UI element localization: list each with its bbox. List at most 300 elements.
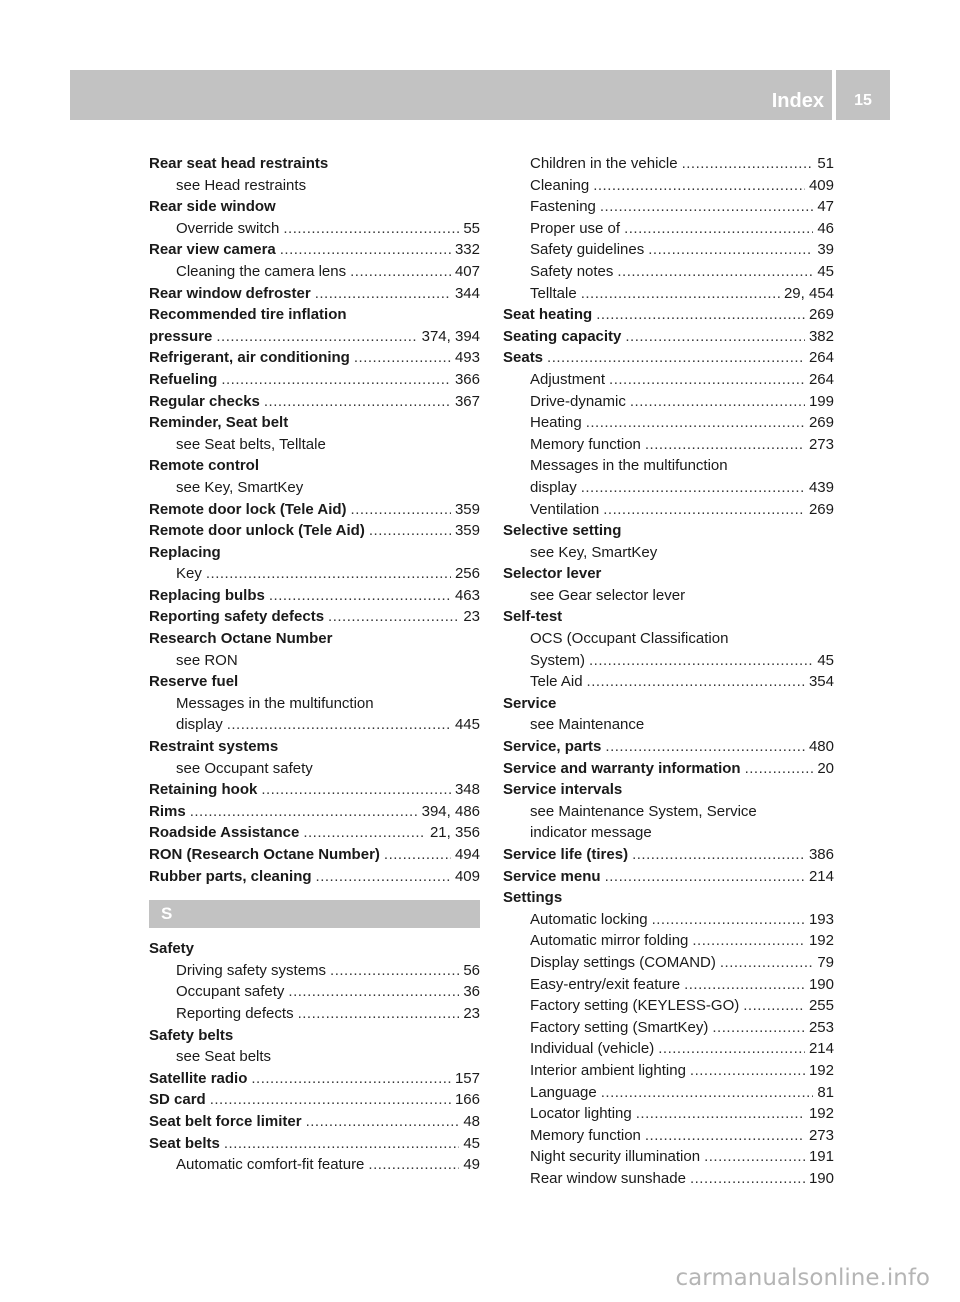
page-reference: 253 [808,1018,834,1036]
entry-text: Service, parts [503,738,602,756]
dot-leader [652,909,805,931]
entry-text: SD card [149,1091,206,1109]
page-reference: 494 [454,846,480,863]
entry-text: Rear side window [149,198,276,216]
entry-text: Rims [149,802,186,820]
index-subentry [503,1168,834,1190]
page-reference: 354 [808,673,834,691]
dot-leader [330,960,459,982]
entry-text: Rear window sunshade [530,1169,686,1187]
index-subentry [149,714,480,736]
page-reference: 193 [808,910,834,928]
dot-leader [630,391,805,413]
page-reference: 256 [454,565,480,583]
dot-leader [624,218,813,240]
index-subentry [503,261,834,283]
page-reference: 269 [808,414,834,432]
index-entry [149,1068,480,1090]
entry-text: Safety notes [530,262,614,280]
entry-text: RON (Research Octane Number) [149,846,380,863]
page-reference: 374, 394 [421,327,480,345]
entry-text: Memory function [530,435,641,453]
page-reference: 45 [817,651,834,669]
entry-text: Adjustment [530,370,606,388]
dot-leader [581,477,805,499]
entry-text: Service life (tires) [503,846,629,863]
dot-leader [354,347,451,369]
page-reference: 39 [817,241,834,259]
entry-text: Self-test [503,608,563,626]
dot-leader [596,304,805,326]
dot-leader [601,1082,814,1104]
page-reference: 36 [463,983,480,1001]
page-header [70,70,890,120]
entry-text: see Key, SmartKey [530,543,658,561]
entry-text: Research Octane Number [149,630,333,648]
dot-leader [264,391,451,413]
dot-leader [605,736,805,758]
entry-text: Locator lighting [530,1105,632,1123]
entry-text: Settings [503,889,563,907]
entry-text: Override switch [176,219,280,237]
page-reference: 269 [808,306,834,324]
index-subentry [149,477,480,499]
index-subentry [149,175,480,197]
entry-text: see Maintenance [530,716,645,734]
index-entry [503,887,834,909]
entry-text: Reporting safety defects [149,608,325,626]
index-subentry [149,960,480,982]
index-subentry [149,1154,480,1176]
index-entry [503,758,834,780]
index-subentry [149,758,480,780]
entry-text: Reminder, Seat belt [149,414,289,432]
index-entry [149,938,480,960]
index-subentry [503,930,834,952]
entry-text: Service and warranty information [503,759,741,777]
page-reference: 359 [454,522,480,540]
page-reference: 192 [808,1105,834,1123]
page-reference: 445 [454,716,480,734]
page-reference: 409 [454,867,480,885]
index-entry [149,153,480,175]
index-subentry [503,1146,834,1168]
page-reference: 366 [454,370,480,388]
page-reference: 29, 454 [783,284,834,302]
index-subentry [503,434,834,456]
entry-text: Factory setting (SmartKey) [530,1018,709,1036]
index-subentry [149,261,480,283]
dot-leader [712,1017,805,1039]
index-entry [149,391,480,413]
index-subentry [503,391,834,413]
index-entry [149,606,480,628]
dot-leader [221,369,451,391]
page-reference: 45 [817,262,834,280]
dot-leader [589,650,813,672]
index-subentry [503,650,834,672]
index-subentry [149,1003,480,1025]
index-entry [149,671,480,693]
page-reference: 367 [454,392,480,410]
page-reference: 20 [817,759,834,777]
index-subentry [503,153,834,175]
entry-text: Factory setting (KEYLESS-GO) [530,997,740,1015]
entry-text: see RON [176,651,238,669]
index-entry [149,628,480,650]
dot-leader [216,326,417,348]
dot-leader [369,520,451,542]
index-entry [503,693,834,715]
entry-text: Cleaning the camera lens [176,262,347,280]
dot-leader [720,952,813,974]
index-subentry [503,1017,834,1039]
index-subentry [503,1060,834,1082]
entry-text: Automatic comfort-fit feature [176,1156,365,1174]
entry-text: Selector lever [503,565,602,583]
entry-text: Seating capacity [503,327,622,345]
index-column-right [503,153,834,1190]
entry-text: indicator message [530,824,652,842]
index-subentry [503,1103,834,1125]
index-entry [503,520,834,542]
index-entry [503,347,834,369]
dot-leader [306,1111,460,1133]
index-entry [503,779,834,801]
index-entry [503,304,834,326]
index-entry [149,412,480,434]
dot-leader [625,326,805,348]
dot-leader [261,779,451,801]
entry-text: see Gear selector lever [530,586,686,604]
entry-text: Service intervals [503,781,623,799]
dot-leader [210,1089,451,1111]
index-entry [503,844,834,866]
page-reference: 192 [808,932,834,950]
index-entry [149,1133,480,1155]
index-subentry [503,1038,834,1060]
entry-text: display [530,478,577,496]
index-entry [149,239,480,261]
dot-leader [350,261,451,283]
index-subentry [503,585,834,607]
page-reference: 45 [463,1134,480,1152]
dot-leader [600,196,813,218]
index-entry [503,326,834,348]
entry-text: Occupant safety [176,983,285,1001]
dot-leader [609,369,805,391]
index-subentry [149,218,480,240]
index-entry [149,736,480,758]
dot-leader [328,606,459,628]
entry-text: Seat belts [149,1134,220,1152]
dot-leader [190,801,418,823]
dot-leader [280,239,451,261]
entry-text: Safety guidelines [530,241,645,259]
dot-leader [581,283,780,305]
dot-leader [684,974,805,996]
entry-text: Rubber parts, cleaning [149,867,312,885]
dot-leader [288,981,459,1003]
entry-text: Roadside Assistance [149,824,300,842]
entry-text: see Occupant safety [176,759,313,777]
index-entry [149,801,480,823]
page-reference: 348 [454,781,480,799]
page-reference: 21, 356 [429,824,480,842]
dot-leader [351,499,451,521]
entry-text: Seat heating [503,306,593,324]
dot-leader [704,1146,805,1168]
dot-leader [593,175,805,197]
index-subentry [503,1125,834,1147]
page-reference: 407 [454,262,480,280]
header-title: Index [771,90,824,112]
entry-text: Remote door unlock (Tele Aid) [149,522,365,540]
index-subentry [503,995,834,1017]
index-entry [149,822,480,844]
entry-text: OCS (Occupant Classification [530,630,729,648]
index-subentry [503,369,834,391]
dot-leader [368,1154,459,1176]
section-letter: S [161,904,173,924]
page-reference: 49 [463,1156,480,1174]
index-entry [149,369,480,391]
index-subentry [503,218,834,240]
entry-text: Key [176,565,202,583]
page-reference: 463 [454,586,480,604]
index-subentry [503,974,834,996]
entry-text: Drive-dynamic [530,392,626,410]
entry-text: Regular checks [149,392,260,410]
index-column-left [149,153,480,1176]
index-subentry [503,239,834,261]
page-reference: 46 [817,219,834,237]
entry-text: System) [530,651,586,669]
page-reference: 344 [454,284,480,302]
index-subentry [503,542,834,564]
dot-leader [682,153,814,175]
entry-text: Safety [149,940,195,958]
page-reference: 409 [808,176,834,194]
entry-text: Reserve fuel [149,673,239,691]
dot-leader [745,758,814,780]
page-reference: 23 [463,1004,480,1022]
entry-text: Reporting defects [176,1004,294,1022]
index-subentry [503,628,834,650]
index-subentry [149,981,480,1003]
entry-text: Messages in the multifunction [530,457,728,475]
index-subentry [503,499,834,521]
page-reference: 190 [808,975,834,993]
entry-text: display [176,716,223,734]
entry-text: Recommended tire inflation [149,306,347,324]
entry-text: Seats [503,349,544,367]
index-subentry [503,412,834,434]
index-subentry [149,693,480,715]
index-subentry [503,283,834,305]
dot-leader [587,671,805,693]
entry-text: Service [503,694,557,712]
entry-text: Seat belt force limiter [149,1112,302,1130]
entry-text: Automatic locking [530,910,648,928]
dot-leader [632,844,805,866]
page-reference: 382 [808,327,834,345]
index-entry [149,499,480,521]
entry-text: Rear view camera [149,241,276,259]
index-subentry [149,563,480,585]
entry-text: Language [530,1083,597,1101]
index-subentry [149,650,480,672]
entry-text: Refrigerant, air conditioning [149,349,350,367]
dot-leader [586,412,805,434]
index-subentry [503,801,834,823]
entry-text: Selective setting [503,522,622,540]
page-reference: 394, 486 [421,802,480,820]
entry-text: see Head restraints [176,176,307,194]
dot-leader [743,995,805,1017]
index-subentry [503,455,834,477]
page-reference: 79 [817,953,834,971]
page-reference: 166 [454,1091,480,1109]
index-entry [149,283,480,305]
index-entry [149,1025,480,1047]
entry-text: see Seat belts [176,1048,272,1066]
entry-text: Tele Aid [530,673,583,691]
index-entry [149,326,480,348]
page-reference: 23 [463,608,480,626]
entry-text: Rear window defroster [149,284,311,302]
index-entry [503,736,834,758]
entry-text: pressure [149,327,213,345]
page-reference: 47 [817,198,834,216]
dot-leader [648,239,813,261]
dot-leader [658,1038,805,1060]
page-reference: 386 [808,846,834,863]
index-subentry [503,671,834,693]
index-subentry [503,175,834,197]
entry-text: see Maintenance System, Service [530,802,757,820]
dot-leader [315,283,451,305]
dot-leader [692,930,805,952]
index-entry [149,304,480,326]
index-entry [149,520,480,542]
page-reference: 199 [808,392,834,410]
page-reference: 480 [808,738,834,756]
entry-text: Ventilation [530,500,600,518]
page-reference: 359 [454,500,480,518]
page-reference: 264 [808,349,834,367]
entry-text: Easy-entry/exit feature [530,975,681,993]
page-reference: 264 [808,370,834,388]
index-entry [503,866,834,888]
page-reference: 273 [808,435,834,453]
entry-text: Remote door lock (Tele Aid) [149,500,347,518]
dot-leader [605,866,805,888]
entry-text: Driving safety systems [176,961,327,979]
page-reference: 192 [808,1061,834,1079]
dot-leader [690,1060,805,1082]
dot-leader [283,218,459,240]
entry-text: Automatic mirror folding [530,932,689,950]
index-entry [149,844,480,866]
page-reference: 439 [808,478,834,496]
entry-text: Display settings (COMAND) [530,953,716,971]
entry-text: Fastening [530,198,596,216]
page-reference: 214 [808,867,834,885]
index-subentry [503,822,834,844]
dot-leader [690,1168,805,1190]
entry-text: Heating [530,414,582,432]
page-reference: 51 [817,155,834,172]
dot-leader [547,347,805,369]
index-subentry [503,477,834,499]
dot-leader [224,1133,459,1155]
dot-leader [269,585,451,607]
index-entry [503,606,834,628]
entry-text: see Seat belts, Telltale [176,435,326,453]
entry-text: Night security illumination [530,1148,701,1166]
entry-text: Rear seat head restraints [149,155,329,172]
index-subentry [503,714,834,736]
page-reference: 493 [454,349,480,367]
entry-text: Messages in the multifunction [176,694,374,712]
entry-text: Refueling [149,370,218,388]
page-reference: 214 [808,1040,834,1058]
index-entry [149,196,480,218]
index-subentry [503,1082,834,1104]
entry-text: see Key, SmartKey [176,478,304,496]
index-subentry [503,952,834,974]
dot-leader [645,434,805,456]
dot-leader [251,1068,451,1090]
page-reference: 255 [808,997,834,1015]
index-entry [149,585,480,607]
index-entry [149,542,480,564]
dot-leader [227,714,451,736]
index-entry [149,866,480,888]
entry-text: Interior ambient lighting [530,1061,686,1079]
index-subentry [503,196,834,218]
dot-leader [206,563,451,585]
dot-leader [603,499,805,521]
entry-text: Proper use of [530,219,621,237]
watermark: carmanualsonline.info [675,1265,930,1291]
entry-text: Remote control [149,457,260,475]
index-subentry [149,1046,480,1068]
entry-text: Replacing bulbs [149,586,265,604]
entry-text: Restraint systems [149,738,279,756]
dot-leader [645,1125,805,1147]
page-reference: 81 [817,1083,834,1101]
index-entry [149,347,480,369]
index-entry [149,1111,480,1133]
page-reference: 55 [463,219,480,237]
entry-text: Replacing [149,543,221,561]
section-header [149,900,480,928]
page-reference: 48 [463,1112,480,1130]
entry-text: Retaining hook [149,781,258,799]
page-reference: 273 [808,1126,834,1144]
index-entry [503,563,834,585]
entry-text: Children in the vehicle [530,155,678,172]
entry-text: Cleaning [530,176,590,194]
dot-leader [636,1103,805,1125]
index-entry [149,779,480,801]
entry-text: Service menu [503,867,601,885]
dot-leader [298,1003,460,1025]
dot-leader [303,822,426,844]
entry-text: Satellite radio [149,1069,248,1087]
